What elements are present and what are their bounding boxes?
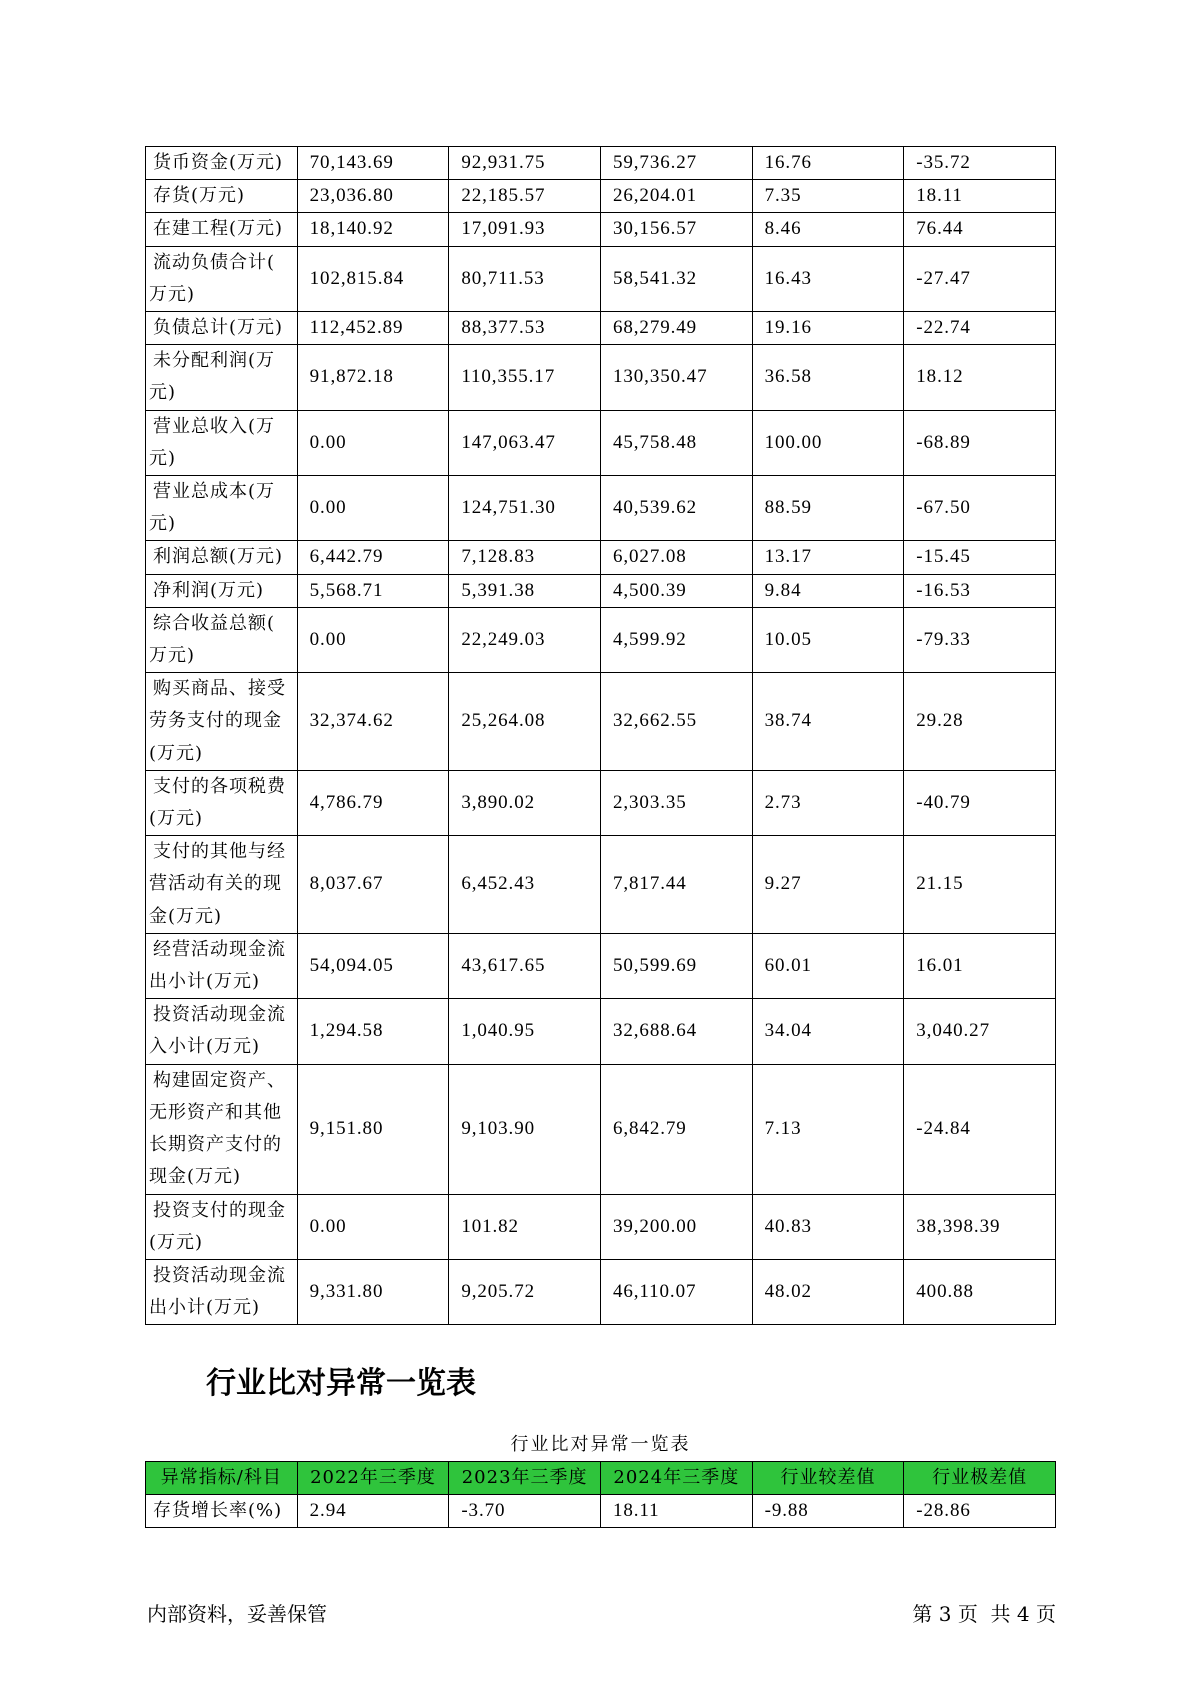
value-cell: -68.89 [904, 410, 1056, 475]
row-label-cell [146, 1064, 298, 1194]
value-cell: 38,398.39 [904, 1194, 1056, 1259]
value-cell: 0.00 [297, 410, 449, 475]
value-cell: 102,815.84 [297, 246, 449, 311]
value-cell: 38.74 [752, 673, 904, 771]
value-cell: 10.05 [752, 607, 904, 672]
industry-anomaly-table [145, 1461, 1056, 1528]
value-cell: 32,688.64 [600, 999, 752, 1064]
value-cell: 7,128.83 [449, 541, 601, 574]
row-label-cell [146, 933, 298, 998]
value-cell: 17,091.93 [449, 213, 601, 246]
financial-table-row [146, 607, 1056, 672]
row-label: 构建固定资产、无形资产和其他长期资产支付的现金(万元) [149, 1069, 286, 1188]
value-cell: 18.12 [904, 345, 1056, 410]
row-label: 未分配利润(万元) [149, 350, 276, 404]
value-cell: 16.76 [752, 147, 904, 180]
row-label-cell [146, 180, 298, 213]
value-cell: 50,599.69 [600, 933, 752, 998]
value-cell: 88.59 [752, 476, 904, 541]
column-header: 行业较差值 [752, 1462, 904, 1495]
value-cell: 130,350.47 [600, 345, 752, 410]
row-label: 投资活动现金流出小计(万元) [149, 1264, 286, 1319]
value-cell: 6,027.08 [600, 541, 752, 574]
row-label-cell [146, 607, 298, 672]
value-cell: 36.58 [752, 345, 904, 410]
financial-table-row [146, 213, 1056, 246]
value-cell: 2.94 [297, 1495, 449, 1528]
column-header: 2023年三季度 [449, 1462, 601, 1495]
financial-table-row [146, 1194, 1056, 1259]
value-cell: 5,568.71 [297, 574, 449, 607]
row-label-cell [146, 246, 298, 311]
value-cell: 6,452.43 [449, 836, 601, 934]
value-cell: 40,539.62 [600, 476, 752, 541]
value-cell: 16.01 [904, 933, 1056, 998]
financial-table-row [146, 673, 1056, 771]
value-cell: 7.13 [752, 1064, 904, 1194]
value-cell: 34.04 [752, 999, 904, 1064]
row-label-cell [146, 476, 298, 541]
value-cell: -67.50 [904, 476, 1056, 541]
value-cell: 70,143.69 [297, 147, 449, 180]
value-cell: 4,786.79 [297, 770, 449, 835]
row-label: 流动负债合计(万元) [149, 251, 276, 305]
value-cell: -28.86 [904, 1495, 1056, 1528]
table-caption: 行业比对异常一览表 [510, 1434, 691, 1455]
financial-table-row [146, 1064, 1056, 1194]
row-label: 综合收益总额(万元) [149, 612, 276, 667]
value-cell: 6,842.79 [600, 1064, 752, 1194]
row-label-cell [146, 147, 298, 180]
value-cell: 21.15 [904, 836, 1056, 934]
value-cell: 3,040.27 [904, 999, 1056, 1064]
footer-confidential-note: 内部资料，妥善保管 [147, 1602, 327, 1626]
financial-table-row [146, 476, 1056, 541]
row-label: 利润总额(万元) [153, 546, 284, 568]
value-cell: -3.70 [449, 1495, 601, 1528]
row-label: 营业总收入(万元) [149, 415, 276, 469]
value-cell: 22,249.03 [449, 607, 601, 672]
value-cell: 1,040.95 [449, 999, 601, 1064]
financial-table-row [146, 999, 1056, 1064]
value-cell: 0.00 [297, 476, 449, 541]
value-cell: 0.00 [297, 607, 449, 672]
value-cell: 40.83 [752, 1194, 904, 1259]
value-cell: 147,063.47 [449, 410, 601, 475]
row-label: 经营活动现金流出小计(万元) [149, 938, 286, 993]
value-cell: 101.82 [449, 1194, 601, 1259]
value-cell: 48.02 [752, 1259, 904, 1324]
row-label: 营业总成本(万元) [149, 481, 276, 535]
table-header-row [146, 1462, 1056, 1495]
value-cell: -35.72 [904, 147, 1056, 180]
value-cell: 18.11 [600, 1495, 752, 1528]
column-header: 行业极差值 [904, 1462, 1056, 1495]
financial-data-table [145, 146, 1056, 1325]
row-label: 支付的其他与经营活动有关的现金(万元) [149, 841, 286, 927]
column-header: 2022年三季度 [297, 1462, 449, 1495]
value-cell: 112,452.89 [297, 312, 449, 345]
value-cell: 7.35 [752, 180, 904, 213]
row-label: 在建工程(万元) [153, 218, 284, 240]
value-cell: 80,711.53 [449, 246, 601, 311]
column-header: 2024年三季度 [600, 1462, 752, 1495]
value-cell: 8,037.67 [297, 836, 449, 934]
value-cell: 32,374.62 [297, 673, 449, 771]
value-cell: 43,617.65 [449, 933, 601, 998]
value-cell: 58,541.32 [600, 246, 752, 311]
column-header: 异常指标/科目 [146, 1462, 298, 1495]
footer-page-number: 第 3 页 共 4 页 [912, 1602, 1056, 1626]
row-label-cell [146, 673, 298, 771]
value-cell: 32,662.55 [600, 673, 752, 771]
row-label: 购买商品、接受劳务支付的现金(万元) [149, 678, 286, 764]
row-label-cell [146, 541, 298, 574]
value-cell: -79.33 [904, 607, 1056, 672]
row-label: 负债总计(万元) [153, 317, 284, 339]
value-cell: -40.79 [904, 770, 1056, 835]
value-cell: 7,817.44 [600, 836, 752, 934]
section-heading: 行业比对异常一览表 [206, 1367, 476, 1400]
value-cell: 19.16 [752, 312, 904, 345]
row-label-cell [146, 999, 298, 1064]
value-cell: -27.47 [904, 246, 1056, 311]
value-cell: 9,103.90 [449, 1064, 601, 1194]
value-cell: 18,140.92 [297, 213, 449, 246]
row-label-cell [146, 1259, 298, 1324]
row-label: 存货增长率(%) [153, 1500, 283, 1522]
financial-table-row [146, 180, 1056, 213]
value-cell: 100.00 [752, 410, 904, 475]
row-label-cell [146, 410, 298, 475]
value-cell: 0.00 [297, 1194, 449, 1259]
value-cell: 60.01 [752, 933, 904, 998]
row-label: 净利润(万元) [153, 579, 265, 601]
row-label: 货币资金(万元) [153, 152, 284, 173]
value-cell: 39,200.00 [600, 1194, 752, 1259]
financial-table-row [146, 574, 1056, 607]
value-cell: 9,331.80 [297, 1259, 449, 1324]
row-label-cell [146, 1495, 298, 1528]
value-cell: 1,294.58 [297, 999, 449, 1064]
value-cell: 23,036.80 [297, 180, 449, 213]
value-cell: 9,205.72 [449, 1259, 601, 1324]
value-cell: 92,931.75 [449, 147, 601, 180]
value-cell: 4,500.39 [600, 574, 752, 607]
value-cell: 18.11 [904, 180, 1056, 213]
value-cell: -9.88 [752, 1495, 904, 1528]
row-label-cell [146, 213, 298, 246]
financial-table-row [146, 410, 1056, 475]
row-label-cell [146, 1194, 298, 1259]
value-cell: 4,599.92 [600, 607, 752, 672]
value-cell: 2.73 [752, 770, 904, 835]
value-cell: 6,442.79 [297, 541, 449, 574]
financial-table-body [146, 147, 1056, 1325]
financial-table-row [146, 345, 1056, 410]
value-cell: -15.45 [904, 541, 1056, 574]
value-cell: 2,303.35 [600, 770, 752, 835]
financial-table-row [146, 933, 1056, 998]
financial-table-row [146, 836, 1056, 934]
row-label: 投资活动现金流入小计(万元) [149, 1004, 286, 1058]
row-label-cell [146, 312, 298, 345]
financial-table-row [146, 770, 1056, 835]
anomaly-table-row [146, 1495, 1056, 1528]
value-cell: 124,751.30 [449, 476, 601, 541]
value-cell: 13.17 [752, 541, 904, 574]
value-cell: 16.43 [752, 246, 904, 311]
value-cell: -24.84 [904, 1064, 1056, 1194]
value-cell: 8.46 [752, 213, 904, 246]
row-label: 存货(万元) [153, 185, 246, 207]
value-cell: 29.28 [904, 673, 1056, 771]
value-cell: 30,156.57 [600, 213, 752, 246]
row-label-cell [146, 345, 298, 410]
financial-table-row [146, 312, 1056, 345]
value-cell: 76.44 [904, 213, 1056, 246]
value-cell: 3,890.02 [449, 770, 601, 835]
value-cell: 91,872.18 [297, 345, 449, 410]
value-cell: -16.53 [904, 574, 1056, 607]
financial-table-row [146, 541, 1056, 574]
value-cell: 9.27 [752, 836, 904, 934]
value-cell: 22,185.57 [449, 180, 601, 213]
value-cell: 68,279.49 [600, 312, 752, 345]
value-cell: 9,151.80 [297, 1064, 449, 1194]
value-cell: 5,391.38 [449, 574, 601, 607]
value-cell: 54,094.05 [297, 933, 449, 998]
value-cell: 88,377.53 [449, 312, 601, 345]
value-cell: 110,355.17 [449, 345, 601, 410]
value-cell: 45,758.48 [600, 410, 752, 475]
row-label-cell [146, 770, 298, 835]
value-cell: -22.74 [904, 312, 1056, 345]
value-cell: 59,736.27 [600, 147, 752, 180]
anomaly-table-body [146, 1495, 1056, 1528]
value-cell: 400.88 [904, 1259, 1056, 1324]
row-label: 支付的各项税费(万元) [149, 775, 286, 830]
row-label-cell [146, 574, 298, 607]
financial-table-row [146, 1259, 1056, 1324]
row-label: 投资支付的现金(万元) [149, 1199, 286, 1253]
row-label-cell [146, 836, 298, 934]
value-cell: 26,204.01 [600, 180, 752, 213]
value-cell: 9.84 [752, 574, 904, 607]
financial-table-row [146, 147, 1056, 180]
value-cell: 25,264.08 [449, 673, 601, 771]
value-cell: 46,110.07 [600, 1259, 752, 1324]
financial-table-row [146, 246, 1056, 311]
